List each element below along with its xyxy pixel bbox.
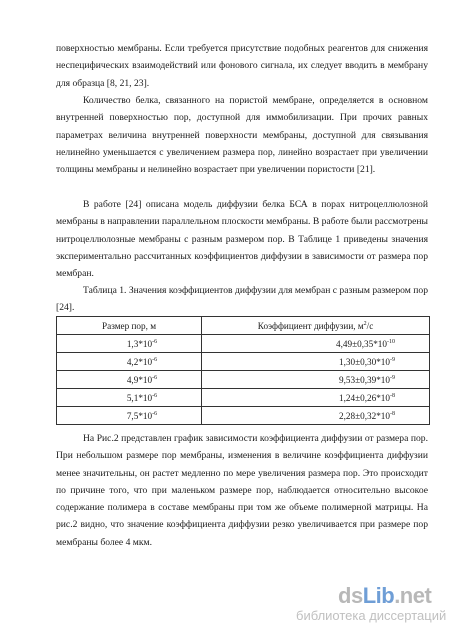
table-row xyxy=(57,335,430,353)
size-mantissa: 4,2*10 xyxy=(126,356,153,367)
cell-pore-size xyxy=(57,353,202,371)
coef-exponent: -8 xyxy=(390,410,395,417)
table-caption: Таблица 1. Значения коэффициентов диффузии для мембран с разным размером пор [24]. xyxy=(56,285,428,314)
table-header-row xyxy=(57,317,430,335)
size-mantissa: 1,3*10 xyxy=(126,338,153,349)
size-exponent: -6 xyxy=(152,356,158,363)
coef-exponent: -10 xyxy=(387,338,395,345)
size-mantissa: 4,9*10 xyxy=(126,374,153,385)
table-row xyxy=(57,407,430,425)
coef-exponent: -8 xyxy=(390,392,395,399)
table-row xyxy=(57,371,430,389)
cell-pore-size xyxy=(57,389,202,407)
size-exponent: -6 xyxy=(152,392,158,399)
size-exponent: -6 xyxy=(152,338,158,345)
cell-coefficient xyxy=(202,335,430,353)
header-coef-main: Коэффициент диффузии, м xyxy=(257,320,364,331)
watermark-lib: Lib xyxy=(362,583,395,608)
header-coef-tail: /с xyxy=(366,320,374,331)
watermark-net: .net xyxy=(394,583,432,608)
coef-mantissa: 1,30±0,30*10 xyxy=(339,356,390,367)
coef-mantissa: 4,49±0,35*10 xyxy=(336,338,387,349)
cell-pore-size xyxy=(57,407,202,425)
coef-mantissa: 2,28±0,32*10 xyxy=(339,410,390,421)
header-coef-sup: 2 xyxy=(363,320,367,327)
coef-mantissa: 9,53±0,39*10 xyxy=(339,374,390,385)
cell-pore-size xyxy=(57,335,202,353)
cell-coefficient xyxy=(202,407,430,425)
watermark-subtitle: библиотека диссертаций xyxy=(296,608,447,623)
paragraph-4: На Рис.2 представлен график зависимости коэффициента диффузии от размера пор. При небольшом размере пор мембраны, изменения в величине коэффициента диффузии менее значительны, он растет медленно по мере увеличения размера пор. Это происходит по причине того, что при маленьком размере пор, наблюдается относительно высокое содержание полимера в составе мембраны при том же объеме полимерной матрицы. На рис.2 видно, что значение коэффициента диффузии резко увеличивается при размере пор мембраны более 4 мкм. xyxy=(56,433,428,548)
paragraph-2: Количество белка, связанного на пористой мембране, определяется в основном внутренней поверхностью пор, доступной для иммобилизации. При прочих равных параметрах величина внутренней поверхности мембраны, доступной для связывания нелинейно уменьшается с увеличением размера пор, линейно возрастает при увеличении толщины мембраны и нелинейно возрастает при увеличении пористости [21]. xyxy=(56,95,428,176)
cell-coefficient xyxy=(202,389,430,407)
diffusion-table xyxy=(56,316,430,425)
watermark-ds: ds xyxy=(338,583,363,608)
coef-mantissa: 1,24±0,26*10 xyxy=(339,392,390,403)
size-exponent: -6 xyxy=(152,410,158,417)
table-row xyxy=(57,353,430,371)
cell-coefficient xyxy=(202,371,430,389)
cell-pore-size xyxy=(57,371,202,389)
header-pore-size: Размер пор, м xyxy=(57,317,202,335)
size-mantissa: 5,1*10 xyxy=(126,392,153,403)
watermark-logo xyxy=(338,583,431,609)
header-diffusion-coefficient xyxy=(202,317,430,335)
size-mantissa: 7,5*10 xyxy=(126,410,153,421)
paragraph-3: В работе [24] описана модель диффузии белка БСА в порах нитроцеллюлозной мембраны в направлении параллельном плоскости мембраны. В работе были рассмотрены нитроцеллюлозные мембраны с разным размером пор. В Таблице 1 приведены значения экспериментально рассчитанных коэффициентов диффузии в зависимости от размера пор мембран. xyxy=(56,199,428,280)
cell-coefficient xyxy=(202,353,430,371)
coef-exponent: -9 xyxy=(390,356,395,363)
paragraph-1: поверхностью мембраны. Если требуется присутствие подобных реагентов для снижения неспецифических взаимодействий или фонового сигнала, их следует вводить в мембрану для образца [8, 21, 23]. xyxy=(56,43,428,89)
coef-exponent: -9 xyxy=(390,374,395,381)
size-exponent: -6 xyxy=(152,374,158,381)
table-row xyxy=(57,389,430,407)
